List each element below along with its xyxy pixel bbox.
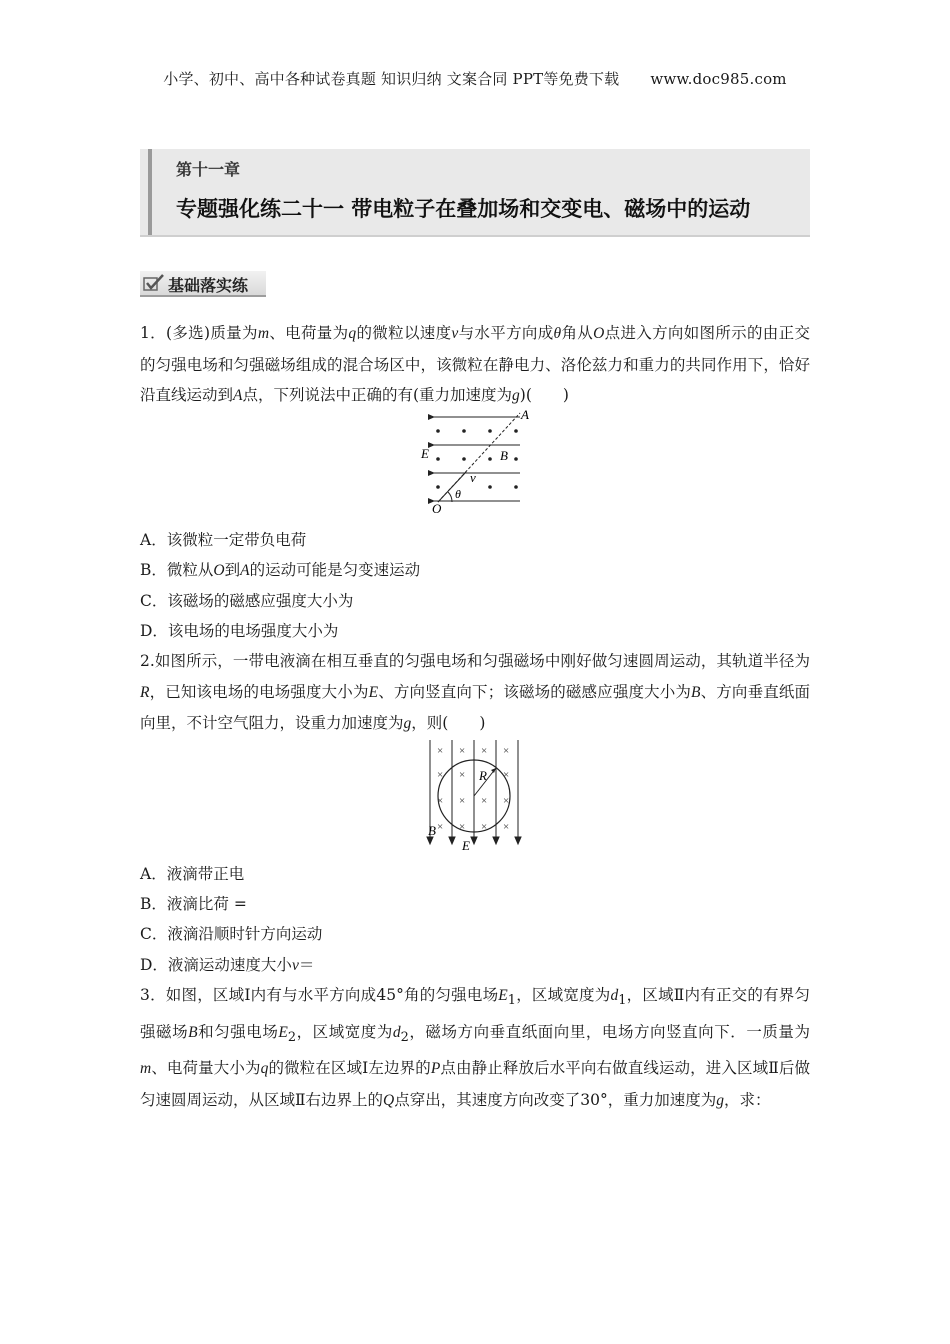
- fig2-label-E: E: [462, 838, 470, 853]
- fig1-label-theta: θ: [455, 487, 461, 501]
- banner-accent-bar: [148, 149, 152, 235]
- field-cross-mark: ×: [481, 795, 488, 807]
- q2-option-a: A．液滴带正电: [140, 865, 245, 883]
- q1-option-a: A．该微粒一定带负电荷: [140, 531, 307, 549]
- fig1-label-v: v: [470, 470, 476, 485]
- field-cross-mark: ×: [459, 745, 466, 757]
- q1-option-c: C．该磁场的磁感应强度大小为: [140, 592, 354, 610]
- q1-option-b: B．微粒从O到A的运动可能是匀变速运动: [140, 561, 421, 579]
- field-cross-mark: ×: [459, 821, 466, 833]
- question-1-text: 1．(多选)质量为m、电荷量为q的微粒以速度v与水平方向成θ角从O点进入方向如图所示的由正交的匀强电场和匀强磁场组成的混合场区中，该微粒在静电力、洛伦兹力和重力的共同作用下，恰好沿直线运动到A点，下列说法中正确的有(重力加速度为g)( ): [140, 324, 810, 404]
- field-cross-mark: ×: [459, 795, 466, 807]
- section-label: 基础落实练: [168, 276, 249, 295]
- field-cross-mark: ×: [503, 745, 510, 757]
- fig2-label-R: R: [479, 768, 487, 783]
- fig1-label-A: A: [521, 407, 529, 422]
- q2-option-b: B．液滴比荷 =: [140, 895, 247, 913]
- q2-option-d: D．液滴运动速度大小v＝: [140, 956, 315, 974]
- field-cross-mark: ×: [503, 821, 510, 833]
- field-cross-mark: ×: [503, 769, 510, 781]
- header-site-link[interactable]: www.doc985.com: [650, 70, 787, 88]
- field-cross-mark: ×: [437, 821, 444, 833]
- field-cross-mark: ×: [459, 769, 466, 781]
- chapter-label: 第十一章: [176, 160, 241, 179]
- site-header: [0, 68, 950, 89]
- header-text: 小学、初中、高中各种试卷真题 知识归纳 文案合同 PPT等免费下载: [163, 70, 620, 88]
- question-1-figure: [420, 405, 535, 517]
- question-3-text: 3．如图，区域Ⅰ内有与水平方向成45°角的匀强电场$E_1$，区域宽度为$d_1$，区域Ⅱ内有正交的有界匀强磁场B和匀强电场$E_2$，区域宽度为$d_2$，磁场方向垂直纸面向里，电场方向竖直向下．一质量为m、电荷量大小为q的微粒在区域Ⅰ左边界的P点由静止释放后水平向右做直线运动，进入区域Ⅱ后做匀速圆周运动，从区域Ⅱ右边界上的Q点穿出，其速度方向改变了30°，重力加速度为g，求：: [140, 986, 810, 1109]
- chapter-banner: [140, 149, 810, 237]
- fig1-label-E: E: [421, 446, 429, 461]
- field-cross-mark: ×: [481, 821, 488, 833]
- fig1-label-O: O: [432, 501, 442, 516]
- question-2-text: 2.如图所示，一带电液滴在相互垂直的匀强电场和匀强磁场中刚好做匀速圆周运动，其轨道半径为R，已知该电场的电场强度大小为E、方向竖直向下；该磁场的磁感应强度大小为B、方向垂直纸面向里，不计空气阻力，设重力加速度为g，则( ): [140, 652, 810, 732]
- fig1-label-B: B: [500, 448, 508, 463]
- fig2-label-B: B: [428, 823, 436, 838]
- q2-option-c: C．液滴沿顺时针方向运动: [140, 925, 323, 943]
- field-cross-mark: ×: [437, 745, 444, 757]
- field-cross-mark: ×: [481, 745, 488, 757]
- field-cross-mark: ×: [437, 769, 444, 781]
- q1-option-d: D．该电场的电场强度大小为: [140, 622, 339, 640]
- question-2-figure: [420, 738, 535, 853]
- chapter-title: 专题强化练二十一 带电粒子在叠加场和交变电、磁场中的运动: [176, 197, 751, 221]
- checkbox-check-icon: [143, 274, 165, 292]
- field-cross-mark: ×: [503, 795, 510, 807]
- section-badge: [140, 271, 266, 297]
- field-cross-mark: ×: [437, 795, 444, 807]
